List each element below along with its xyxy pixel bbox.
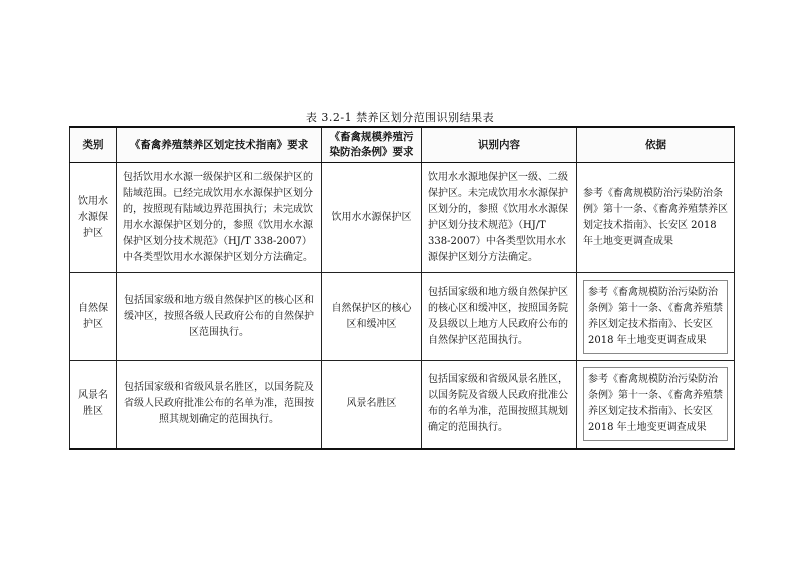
table-row bbox=[70, 163, 735, 273]
zoning-table bbox=[69, 126, 735, 450]
header-guide: 《畜禽养殖禁养区划定技术指南》要求 bbox=[117, 127, 322, 163]
cell-basis bbox=[577, 273, 735, 361]
cell-guide: 包括国家级和地方级自然保护区的核心区和缓冲区，按照各级人民政府公布的自然保护区范围执行。 bbox=[117, 273, 322, 361]
header-result: 识别内容 bbox=[422, 127, 577, 163]
cell-guide: 包括饮用水水源一级保护区和二级保护区的陆域范围。已经完成饮用水水源保护区划分的，按照现有陆域边界范围执行；未完成饮用水水源保护区划分的，参照《饮用水水源保护区划分技术规范》（HJ/T 338-2007）中各类型饮用水水源保护区划分方法确定。 bbox=[117, 163, 322, 273]
cell-result: 饮用水水源地保护区一级、二级保护区。未完成饮用水水源保护区划分的，参照《饮用水水源保护区划分技术规范》（HJ/T 338-2007）中各类型饮用水水源保护区划分方法确定。 bbox=[422, 163, 577, 273]
cell-regulation: 自然保护区的核心区和缓冲区 bbox=[322, 273, 422, 361]
basis-box bbox=[583, 280, 728, 354]
header-basis: 依据 bbox=[577, 127, 735, 163]
cell-basis bbox=[577, 163, 735, 273]
table-row bbox=[70, 361, 735, 449]
cell-category: 自然保护区 bbox=[70, 273, 117, 361]
basis-text: 参考《畜禽规模防治污染防治条例》第十一条、《畜禽养殖禁养区划定技术指南》、长安区 2018 年土地变更调查成果 bbox=[583, 187, 728, 247]
table-row bbox=[70, 273, 735, 361]
cell-result: 包括国家级和地方级自然保护区的核心区和缓冲区，按照国务院及县级以上地方人民政府公布的自然保护区范围执行。 bbox=[422, 273, 577, 361]
basis-text: 参考《畜禽规模防治污染防治条例》第十一条、《畜禽养殖禁养区划定技术指南》、长安区 2018 年土地变更调查成果 bbox=[588, 286, 723, 346]
cell-category: 饮用水水源保护区 bbox=[70, 163, 117, 273]
cell-result: 包括国家级和省级风景名胜区，以国务院及省级人民政府批准公布的名单为准，范围按照其规划确定的范围执行。 bbox=[422, 361, 577, 449]
table-header-row bbox=[70, 127, 735, 163]
cell-regulation: 饮用水水源保护区 bbox=[322, 163, 422, 273]
header-category: 类别 bbox=[70, 127, 117, 163]
basis-box bbox=[583, 367, 728, 441]
table-caption: 表 3.2-1 禁养区划分范围识别结果表 bbox=[305, 111, 495, 124]
cell-basis bbox=[577, 361, 735, 449]
basis-text: 参考《畜禽规模防治污染防治条例》第十一条、《畜禽养殖禁养区划定技术指南》、长安区 2018 年土地变更调查成果 bbox=[588, 374, 723, 434]
cell-guide: 包括国家级和省级风景名胜区，以国务院及省级人民政府批准公布的名单为准，范围按照其规划确定的范围执行。 bbox=[117, 361, 322, 449]
cell-category: 风景名胜区 bbox=[70, 361, 117, 449]
cell-regulation: 风景名胜区 bbox=[322, 361, 422, 449]
header-regulation: 《畜禽规模养殖污染防治条例》要求 bbox=[322, 127, 422, 163]
